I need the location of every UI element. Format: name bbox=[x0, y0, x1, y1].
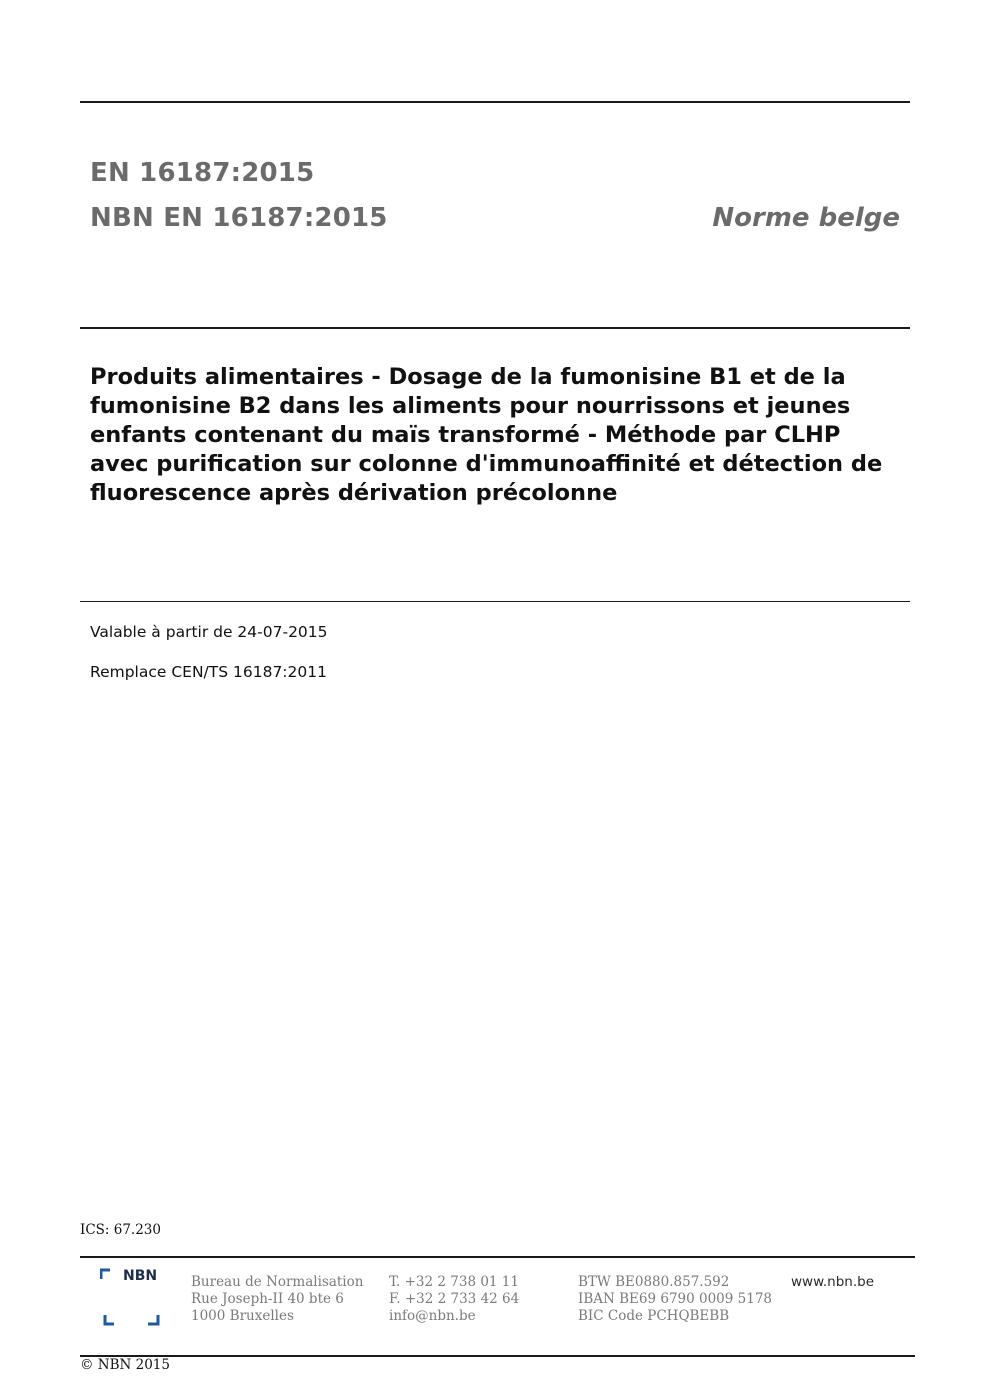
address-line: Bureau de Normalisation bbox=[191, 1274, 364, 1290]
document-title: Produits alimentaires - Dosage de la fumonisine B1 et de la fumonisine B2 dans les aliments pour nourrissons et jeunes enfants contenant du maïs transformé - Méthode par CLHP avec purification sur colonne d'immunoaffinité et détection de fluorescence après dérivation précolonne bbox=[90, 364, 883, 506]
top-rule bbox=[80, 101, 910, 103]
address-line: 1000 Bruxelles bbox=[191, 1308, 294, 1324]
website-link[interactable]: www.nbn.be bbox=[791, 1274, 875, 1290]
standard-number-en: EN 16187:2015 bbox=[90, 158, 315, 188]
nbn-logo bbox=[100, 1268, 162, 1330]
validity-date: Valable à partir de 24-07-2015 bbox=[90, 623, 328, 641]
footer-bottom-rule bbox=[80, 1355, 915, 1357]
replaces-standard: Remplace CEN/TS 16187:2011 bbox=[90, 663, 327, 681]
bic-code: BIC Code PCHQBEBB bbox=[578, 1308, 730, 1324]
fax-number: F. +32 2 733 42 64 bbox=[389, 1291, 520, 1307]
standard-number-nbn: NBN EN 16187:2015 bbox=[90, 203, 388, 233]
email-address: info@nbn.be bbox=[389, 1308, 476, 1324]
footer-address bbox=[191, 1274, 363, 1325]
iban-number: IBAN BE69 6790 0009 5178 bbox=[578, 1291, 773, 1307]
copyright-notice: © NBN 2015 bbox=[80, 1357, 170, 1373]
ics-code: ICS: 67.230 bbox=[80, 1222, 161, 1238]
title-bottom-rule bbox=[80, 601, 910, 602]
nbn-logo-text: NBN bbox=[123, 1268, 158, 1284]
footer-top-rule bbox=[80, 1256, 915, 1258]
phone-number: T. +32 2 738 01 11 bbox=[389, 1274, 519, 1290]
norm-type-label: Norme belge bbox=[712, 203, 900, 233]
footer-contact bbox=[389, 1274, 519, 1325]
address-line: Rue Joseph-II 40 bte 6 bbox=[191, 1291, 344, 1307]
footer-bank bbox=[578, 1274, 772, 1325]
vat-number: BTW BE0880.857.592 bbox=[578, 1274, 730, 1290]
title-top-rule bbox=[80, 327, 910, 329]
